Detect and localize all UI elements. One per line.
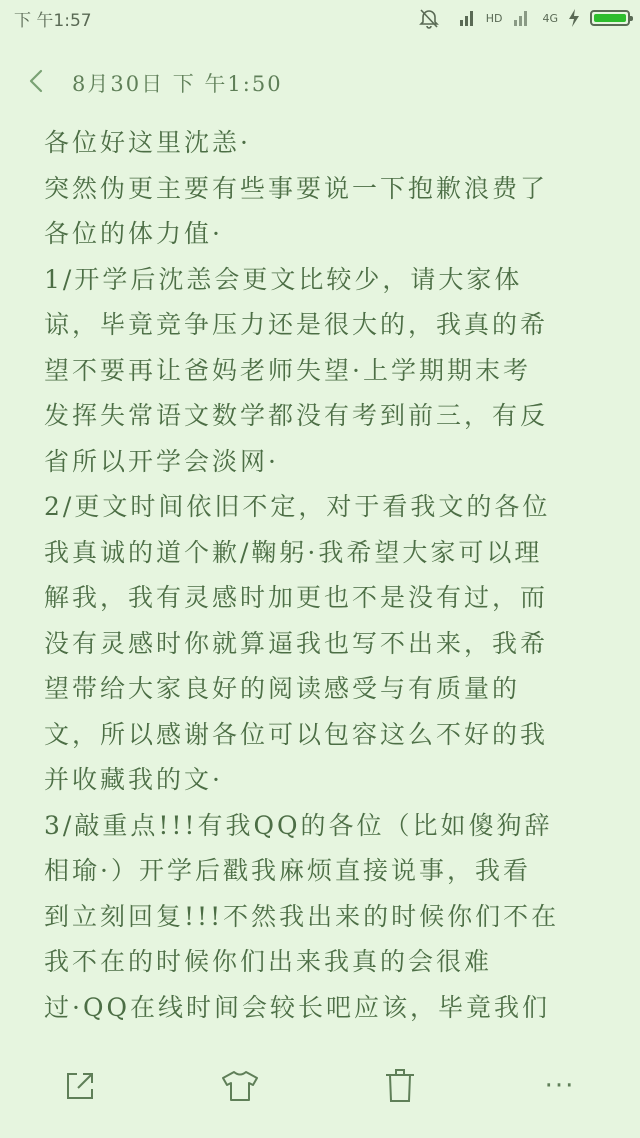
note-line: 省所以开学会淡网· <box>44 446 279 476</box>
back-button[interactable] <box>22 66 52 96</box>
note-line: 各位好这里沈恙· <box>44 128 251 157</box>
share-button[interactable] <box>58 1064 102 1108</box>
note-header <box>0 56 640 106</box>
note-content[interactable] <box>44 120 604 1050</box>
note-line: 各位的体力值· <box>44 219 223 248</box>
note-line: 谅，毕竟竞争压力还是很大的，我真的希 <box>44 310 549 339</box>
bottom-toolbar <box>0 1046 640 1138</box>
status-time: 下 午1:57 <box>14 11 92 31</box>
note-line: 没有灵感时你就算逼我也写不出来，我希 <box>44 628 549 658</box>
share-icon <box>63 1069 97 1103</box>
note-line: 相瑜·）开学后戳我麻烦直接说事，我看 <box>44 856 531 885</box>
delete-button[interactable] <box>378 1064 422 1108</box>
note-line: 发挥失常语文数学都没有考到前三，有反 <box>44 401 549 430</box>
note-line: 2/更文时间依旧不定，对于看我文的各位 <box>44 492 551 521</box>
trash-icon <box>383 1068 417 1104</box>
note-line: 过·QQ在线时间会较长吧应该，毕竟我们 <box>44 992 550 1022</box>
note-line: 3/敲重点!!!有我QQ的各位（比如傻狗辞 <box>44 810 553 840</box>
note-line: 望带给大家良好的阅读感受与有质量的 <box>44 674 521 703</box>
note-line: 我不在的时候你们出来我真的会很难 <box>44 947 493 976</box>
network-hd-label: HD <box>485 11 503 25</box>
more-icon: ··· <box>544 1071 576 1101</box>
note-line: 我真诚的道个歉/鞠躬·我希望大家可以理 <box>44 537 543 567</box>
note-line: 1/开学后沈恙会更文比较少，请大家体 <box>44 264 523 294</box>
note-date: 8月30日 下 午1:50 <box>72 72 283 96</box>
shirt-icon <box>220 1069 260 1103</box>
more-button[interactable] <box>538 1064 582 1108</box>
note-line: 到立刻回复!!!不然我出来的时候你们不在 <box>44 901 560 931</box>
alarm-off-icon <box>418 7 440 29</box>
note-line: 并收藏我的文· <box>44 765 223 794</box>
note-line: 突然伪更主要有些事要说一下抱歉浪费了 <box>44 173 549 203</box>
network-4g-label: 4G <box>542 11 558 25</box>
battery-icon <box>590 10 630 26</box>
signal-hd-icon <box>450 8 476 28</box>
status-icons <box>418 6 630 30</box>
charging-icon <box>568 8 580 28</box>
note-line: 望不要再让爸妈老师失望·上学期期末考 <box>44 355 531 385</box>
theme-button[interactable] <box>218 1064 262 1108</box>
note-line: 解我，我有灵感时加更也不是没有过，而 <box>44 583 549 612</box>
status-bar <box>0 0 640 36</box>
signal-icon <box>512 8 532 28</box>
chevron-left-icon <box>22 66 52 96</box>
note-line: 文，所以感谢各位可以包容这么不好的我 <box>44 719 549 749</box>
battery-level <box>594 14 626 22</box>
